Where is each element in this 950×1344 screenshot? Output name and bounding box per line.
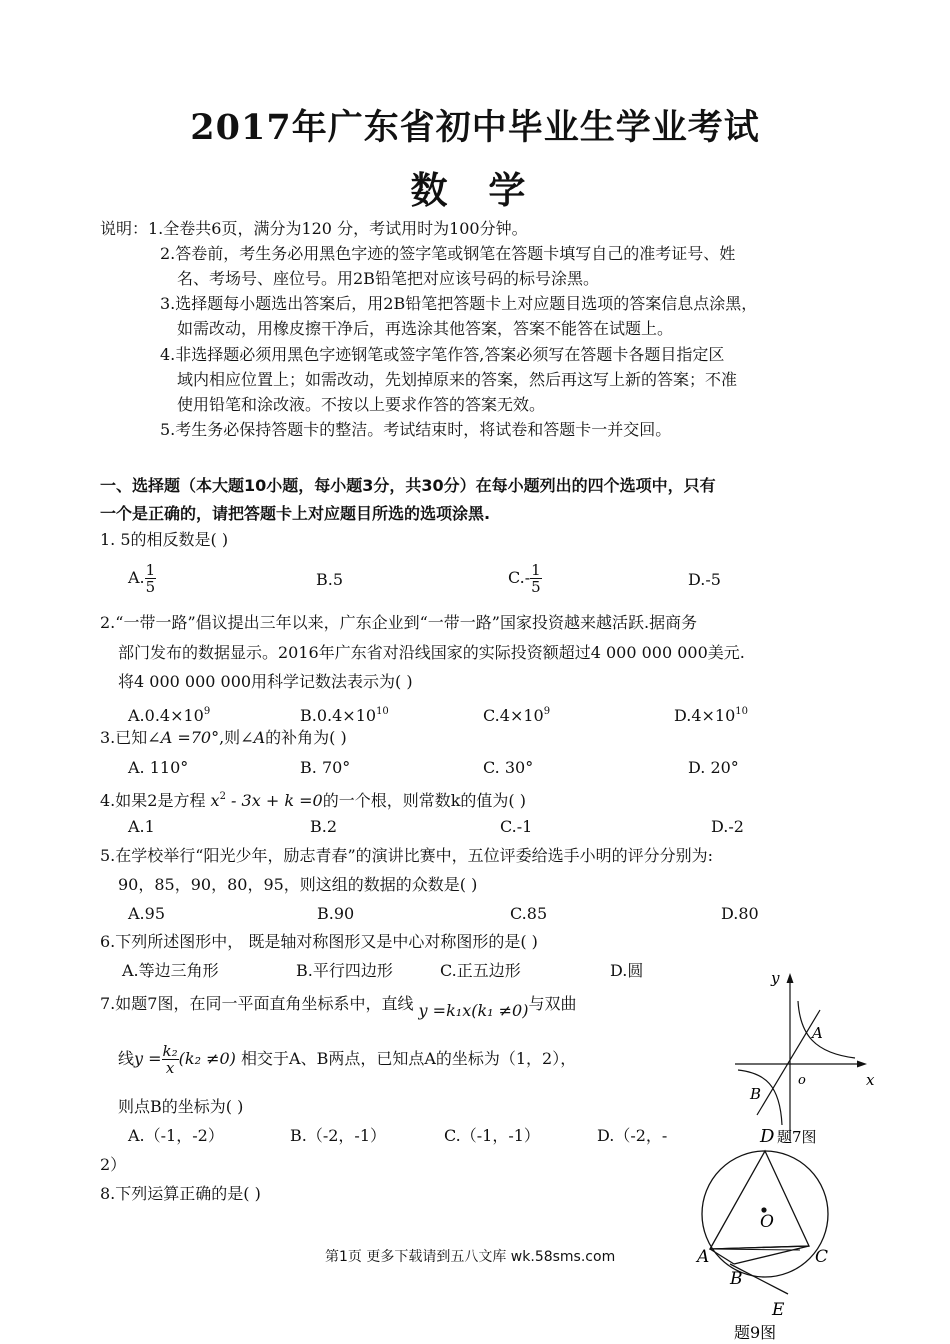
instruction-line-4: 3.选择题每小题选出答案后，用2B铅笔把答题卡上对应题目选项的答案信息点涂黑， [160,294,758,313]
point-b-label: B [730,1269,743,1289]
question-7-line-3: 则点B的坐标为( ) [118,1097,244,1116]
question-6-option-b: B.平行四边形 [296,961,393,980]
subject-title: 数 学 [410,168,540,212]
inner-line [710,1249,800,1250]
question-7-option-d: D.（-2，- [597,1126,668,1145]
fraction-numerator: 1 [145,561,156,579]
question-2-option-b [300,702,389,726]
question-1-option-b: B.5 [316,570,344,589]
option-text: A.0.4×10 [128,706,204,725]
option-a-prefix: A. [128,568,145,587]
y-axis-label: y [771,969,780,987]
question-8-stem: 8.下列运算正确的是( ) [100,1184,261,1203]
instruction-line-9: 5.考生务必保持答题卡的整洁。考试结束时，将试卷和答题卡一并交回。 [160,420,672,439]
chord-ac [710,1246,809,1249]
angle-symbol: ∠A [240,728,266,747]
point-b-label: B [750,1085,762,1103]
figure-9-caption: 题9图 [734,1323,777,1342]
fraction-numerator: k₂ [162,1042,178,1060]
line-equation: y =k₁x(k₁ ≠0) [418,1001,529,1020]
origin-label: o [798,1073,806,1088]
line-y-kx [757,1010,820,1115]
instruction-line-1: 说明：1.全卷共6页，满分为120 分，考试用时为100分钟。 [100,219,528,238]
instruction-line-8: 使用铅笔和涂改液。不按以上要求作答的答案无效。 [177,395,546,414]
figure-9-diagram [690,1148,850,1344]
stem-suffix: 的补角为( ) [265,728,347,747]
section-heading-line-1: 一、选择题（本大题10小题，每小题3分，共30分）在每小题列出的四个选项中，只有 [100,476,716,495]
question-2-option-c [483,702,550,726]
question-1-option-c [508,562,542,595]
option-label: C. [483,758,500,777]
fraction-denominator: x [165,1059,175,1077]
x-axis-label: x [866,1071,875,1089]
fraction-one-fifth [145,562,157,595]
page-footer: 第1页 更多下载请到五八文库 wk.58sms.com [325,1249,616,1265]
question-4-option-a: A.1 [128,817,155,836]
fraction-denominator: 5 [145,578,156,596]
instruction-line-5: 如需改动，用橡皮擦干净后，再选涂其他答案，答案不能答在试题上。 [177,319,674,338]
point-a-label: A [697,1247,710,1267]
option-value: 70° [321,758,351,777]
question-5-line-2: 90，85，90，80，95，则这组的数据的众数是( ) [118,875,478,894]
question-3-stem [100,728,347,748]
center-o-label: O [760,1212,774,1232]
stem-suffix: 的一个根，则常数k的值为( ) [322,791,526,810]
question-2-line-2: 部门发布的数据显示。2016年广东省对沿线国家的实际投资额超过4 000 000 000美元. [118,643,745,662]
option-value: 30° [504,758,534,777]
hyperbola-condition: (k₂ ≠0) [178,1049,236,1068]
point-a-label: A [812,1024,823,1042]
question-4-option-d: D.-2 [711,817,744,836]
question-3-option-a [128,758,188,778]
section-heading-line-2: 一个是正确的，请把答题卡上对应题目所选的选项涂黑. [100,504,491,523]
question-7-option-b: B.（-2，-1） [290,1126,387,1145]
question-1-stem: 1. 5的相反数是( ) [100,530,229,549]
equation-rest: - 3x + k =0 [225,791,323,810]
question-3-option-c [483,758,533,778]
option-value: 20° [710,758,739,777]
question-3-option-b [300,758,350,778]
y-axis-arrow [787,973,794,983]
question-6-stem: 6.下列所述图形中， 既是轴对称图形又是中心对称图形的是( ) [100,932,538,951]
question-2-option-a [128,702,210,726]
question-2-option-d [674,702,748,726]
hyperbola-branch-upper [798,1001,855,1058]
exponent: 10 [376,706,389,717]
angle-expression: ∠A =70° [147,728,220,747]
question-7-line-2 [118,1043,576,1076]
fraction-one-fifth [530,562,542,595]
question-6-option-c: C.正五边形 [440,961,521,980]
option-label: B. [300,758,317,777]
exponent: 9 [203,706,211,717]
question-7-option-c: C.（-1，-1） [444,1126,540,1145]
stem-text: 7.如题7图，在同一平面直角坐标系中，直线 [100,994,414,1013]
question-4-option-b: B.2 [310,817,338,836]
hyperbola-lhs: y = [134,1049,162,1068]
question-5-option-d: D.80 [721,904,759,923]
equation-variable: x [210,791,220,810]
chord-bc [734,1246,809,1264]
figure-7-diagram [730,965,880,1150]
question-1-option-d: D.-5 [688,570,721,589]
stem-prefix: 线 [118,1049,135,1068]
point-c-label: C [815,1247,829,1267]
stem-middle: ,则 [219,728,241,747]
option-text: D.4×10 [674,706,736,725]
question-4-option-c: C.-1 [500,817,533,836]
instruction-line-2: 2.答卷前，考生务必用黑色字迹的签字笔或钢笔在答题卡填写自己的准考证号、姓 [160,244,736,263]
option-text: C.4×10 [483,706,544,725]
stem-suffix: 相交于A、B两点，已知点A的坐标为（1，2）， [235,1049,577,1068]
question-6-option-d: D.圆 [610,961,644,980]
exponent: 10 [735,706,749,717]
instruction-line-6: 4.非选择题必须用黑色字迹钢笔或签字笔作答,答案必须写在答题卡各题目指定区 [160,345,725,364]
question-5-option-b: B.90 [317,904,355,923]
question-2-line-3: 将4 000 000 000用科学记数法表示为( ) [118,672,413,691]
question-7-option-a: A.（-1，-2） [128,1126,224,1145]
fraction-denominator: 5 [531,578,541,596]
figure-7-caption: 题7图 [777,1128,817,1146]
question-5-option-c: C.85 [510,904,548,923]
hyperbola-fraction [162,1043,179,1076]
point-d-label: D [760,1126,775,1147]
question-4-stem [100,787,526,811]
question-7-option-d-continued: 2） [100,1155,127,1174]
question-6-option-a: A.等边三角形 [122,961,219,980]
stem-prefix: 3.已知 [100,728,148,747]
instruction-line-3: 名、考场号、座位号。用2B铅笔把对应该号码的标号涂黑。 [177,269,599,288]
exam-title: 2017年广东省初中毕业生学业考试 [190,107,760,148]
question-2-line-1: 2.“一带一路”倡议提出三年以来，广东企业到“一带一路”国家投资越来越活跃.据商务 [100,613,698,632]
stem-suffix: 与双曲 [528,994,577,1013]
question-7-line-1 [100,994,577,1020]
exponent: 9 [543,706,551,717]
stem-prefix: 4.如果2是方程 [100,791,206,810]
x-axis-arrow [857,1061,867,1068]
question-3-option-d [688,758,739,778]
option-value: 110° [149,758,189,777]
question-1-option-a [128,562,156,595]
instruction-line-7: 域内相应位置上；如需改动，先划掉原来的答案，然后再这写上新的答案；不准 [177,370,738,389]
fraction-numerator: 1 [531,561,541,579]
question-5-option-a: A.95 [128,904,165,923]
option-label: A. [128,758,145,777]
point-e-label: E [772,1300,785,1320]
chord-ab [710,1249,734,1264]
option-c-prefix: C.- [508,568,531,587]
option-text: B.0.4×10 [300,706,377,725]
exponent: 2 [219,791,226,802]
option-label: D. [688,758,706,777]
question-5-line-1: 5.在学校举行“阳光少年，励志青春”的演讲比赛中，五位评委给选手小明的评分分别为: [100,846,714,865]
